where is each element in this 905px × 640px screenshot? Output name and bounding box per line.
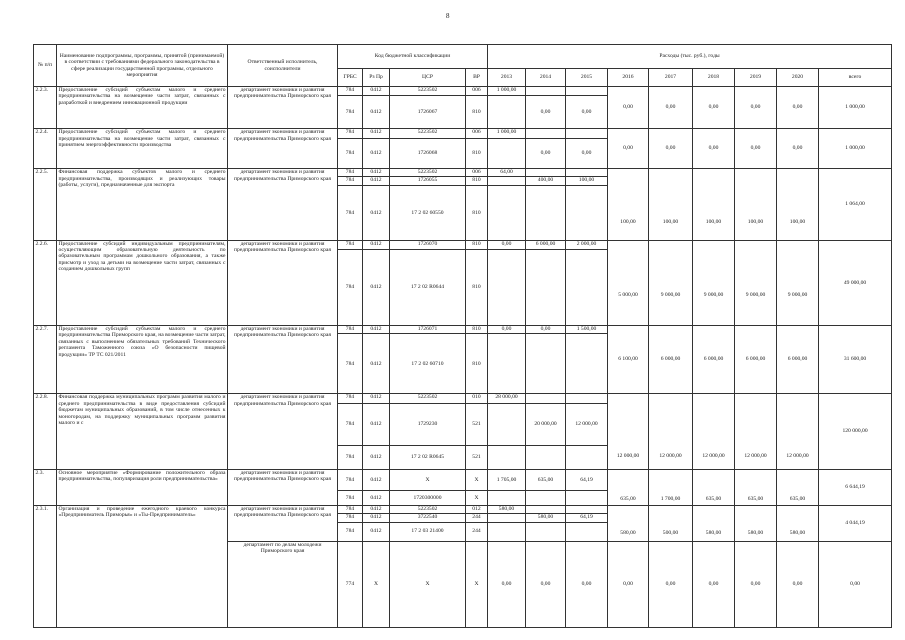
cell-csr: 17 2 02 60550	[390, 185, 466, 240]
cell-rzpr: 0412	[363, 491, 390, 506]
cell-2016: 635,00	[608, 470, 649, 506]
cell-csr: 1726070	[390, 240, 466, 249]
cell-grbs: 784	[338, 491, 363, 506]
cell-total: 1 064,00	[819, 169, 892, 241]
cell-csr: 1726068	[390, 138, 466, 169]
cell-2019: 100,00	[735, 169, 777, 241]
cell-vr: 244	[466, 522, 488, 541]
cell-total: 0,00	[819, 541, 892, 627]
cell-2018: 100,00	[693, 169, 735, 241]
cell-grbs: 784	[338, 334, 363, 394]
cell-2015	[566, 522, 608, 541]
header-2016: 2016	[608, 69, 649, 87]
cell-2013	[488, 491, 526, 506]
cell-2016: 0,00	[608, 129, 649, 169]
cell-2015: 64,19	[566, 470, 608, 491]
cell-rzpr: 0412	[363, 177, 390, 185]
cell-2019: 0,00	[735, 129, 777, 169]
cell-grbs: 784	[338, 129, 363, 138]
cell-vr: 012	[466, 505, 488, 513]
row-description: Основное мероприятие «Формирование положительного образа предпринимательства, популяризация роли предпринимательства»	[57, 470, 228, 506]
row-number: 2.2.3.	[34, 87, 57, 129]
table-row	[34, 87, 892, 96]
cell-grbs: 784	[338, 445, 363, 469]
cell-2014: 0,00	[526, 96, 566, 129]
cell-rzpr: 0412	[363, 445, 390, 469]
cell-grbs: 784	[338, 325, 363, 333]
cell-2013: 1 000,00	[488, 87, 526, 96]
cell-2018: 0,00	[693, 541, 735, 627]
row-description: Предоставление субсидий субъектам малого и среднего предпринимательства на возмещение части затрат, связанных с разработкой и внедрением инновационной продукции	[57, 87, 228, 129]
cell-2013	[488, 445, 526, 469]
cell-grbs: 784	[338, 138, 363, 169]
row-responsible: департамент экономики и развития предпринимательства Приморского края	[228, 505, 338, 541]
row-number: 2.2.7.	[34, 325, 57, 393]
cell-2015: 100,00	[566, 177, 608, 185]
cell-2020: 0,00	[777, 129, 819, 169]
cell-2017: 0,00	[649, 541, 693, 627]
cell-2017: 100,00	[649, 169, 693, 241]
table-row	[34, 394, 892, 403]
table-row	[34, 169, 892, 177]
cell-2015	[566, 185, 608, 240]
cell-csr: 17 2 03 21400	[390, 522, 466, 541]
cell-vr: 810	[466, 185, 488, 240]
cell-grbs: 774	[338, 541, 363, 627]
cell-2018: 12 000,00	[693, 394, 735, 470]
cell-2013: 0,00	[488, 541, 526, 627]
cell-rzpr: 0412	[363, 138, 390, 169]
cell-2013: 0,00	[488, 325, 526, 333]
page-number: 8	[446, 12, 450, 20]
cell-2015: 0,00	[566, 138, 608, 169]
cell-csr: X	[390, 541, 466, 627]
cell-grbs: 784	[338, 250, 363, 326]
cell-csr: 1726055	[390, 177, 466, 185]
cell-2019: 0,00	[735, 541, 777, 627]
row-number: 2.2.5.	[34, 169, 57, 241]
cell-rzpr: 0412	[363, 403, 390, 445]
header-2013: 2013	[488, 69, 526, 87]
cell-rzpr: 0412	[363, 185, 390, 240]
cell-grbs: 784	[338, 470, 363, 491]
row-description: Предоставление субсидий субъектам малого и среднего предпринимательства Приморского края, на возмещение части затрат, связанных с выполнением обязательных требований Технического регламента Таможенного союза «О безопасности пищевой продукции» ТР ТС 021/2011	[57, 325, 228, 393]
cell-2015	[566, 250, 608, 326]
row-responsible: департамент экономики и развития предпринимательства Приморского края	[228, 240, 338, 325]
cell-2013	[488, 250, 526, 326]
cell-2013	[488, 514, 526, 522]
cell-vr: X	[466, 491, 488, 506]
cell-2018: 580,00	[693, 505, 735, 541]
cell-csr: 5223502	[390, 169, 466, 177]
cell-2015: 0,00	[566, 96, 608, 129]
cell-2014	[526, 491, 566, 506]
cell-grbs: 784	[338, 185, 363, 240]
cell-rzpr: 0412	[363, 250, 390, 326]
cell-2020: 580,00	[777, 505, 819, 541]
row-responsible-secondary: департамент по делам молодежи Приморского края	[228, 541, 338, 627]
cell-vr: 006	[466, 87, 488, 96]
cell-2015	[566, 394, 608, 403]
cell-rzpr: 0412	[363, 522, 390, 541]
cell-2020: 12 000,00	[777, 394, 819, 470]
row-responsible: департамент экономики и развития предпринимательства Приморского края	[228, 470, 338, 506]
row-responsible: департамент экономики и развития предпринимательства Приморского края	[228, 87, 338, 129]
cell-csr: 17 2 02 R0645	[390, 445, 466, 469]
cell-vr: 810	[466, 334, 488, 394]
cell-vr: 810	[466, 250, 488, 326]
header-rzpr: Рз Пр	[363, 69, 390, 87]
row-description: Финансовая поддержка субъектов малого и среднего предпринимательства, производящих и реализующих товары (работы, услуги), предназначенные для экспорта	[57, 169, 228, 241]
cell-2014: 0,00	[526, 138, 566, 169]
cell-2013	[488, 403, 526, 445]
cell-2015	[566, 505, 608, 513]
row-responsible: департамент экономики и развития предпринимательства Приморского края	[228, 169, 338, 241]
cell-2017: 500,00	[649, 505, 693, 541]
cell-2016: 6 100,00	[608, 325, 649, 393]
cell-2014	[526, 169, 566, 177]
header-expenses: Расходы (тыс. руб.), годы	[488, 45, 892, 69]
cell-2016: 580,00	[608, 505, 649, 541]
cell-2018: 0,00	[693, 87, 735, 129]
cell-2014	[526, 445, 566, 469]
table-row	[34, 240, 892, 249]
row-description: Финансовая поддержка муниципальных программ развития малого и среднего предпринимательства в виде предоставления субсидий бюджетам муниципальных образований, в том числе отнесенных к моногородам, на поддержку муниципальных программ развития малого и с	[57, 394, 228, 470]
cell-2015: 64,19	[566, 514, 608, 522]
cell-rzpr: 0412	[363, 470, 390, 491]
cell-grbs: 784	[338, 505, 363, 513]
cell-csr: X	[390, 470, 466, 491]
cell-2016: 0,00	[608, 87, 649, 129]
cell-csr: 5223502	[390, 394, 466, 403]
cell-2020: 6 000,00	[777, 325, 819, 393]
cell-csr: 17 2 02 R0644	[390, 250, 466, 326]
header-vr: ВР	[466, 69, 488, 87]
cell-vr: 810	[466, 138, 488, 169]
cell-csr: 5223502	[390, 87, 466, 96]
cell-2016: 100,00	[608, 169, 649, 241]
cell-2016: 0,00	[608, 541, 649, 627]
cell-2015	[566, 445, 608, 469]
cell-csr: 1726067	[390, 96, 466, 129]
header-responsible: Ответственный исполнитель, соисполнители	[228, 45, 338, 87]
header-2018: 2018	[693, 69, 735, 87]
cell-vr: 521	[466, 403, 488, 445]
cell-grbs: 784	[338, 96, 363, 129]
cell-rzpr: X	[363, 541, 390, 627]
cell-rzpr: 0412	[363, 129, 390, 138]
cell-csr: 17 2 02 60710	[390, 334, 466, 394]
cell-rzpr: 0412	[363, 334, 390, 394]
header-budget-code: Код бюджетной классификации	[338, 45, 488, 69]
row-description: Предоставление субсидий субъектам малого и среднего предпринимательства на возмещение части затрат, связанных с принятием энергоэффективности производства	[57, 129, 228, 169]
cell-2014	[526, 185, 566, 240]
cell-2015: 1 500,00	[566, 325, 608, 333]
cell-2020: 100,00	[777, 169, 819, 241]
cell-2015	[566, 87, 608, 96]
row-responsible: департамент экономики и развития предпринимательства Приморского края	[228, 394, 338, 470]
cell-2017: 9 000,00	[649, 240, 693, 325]
cell-2017: 12 000,00	[649, 394, 693, 470]
cell-rzpr: 0412	[363, 394, 390, 403]
cell-total: 120 000,00	[819, 394, 892, 470]
cell-2019: 6 000,00	[735, 325, 777, 393]
cell-2014: 0,00	[526, 325, 566, 333]
cell-total: 31 600,00	[819, 325, 892, 393]
cell-2013: 0,00	[488, 240, 526, 249]
row-responsible: департамент экономики и развития предпринимательства Приморского края	[228, 129, 338, 169]
cell-csr: 3722540	[390, 514, 466, 522]
cell-2019: 0,00	[735, 87, 777, 129]
cell-2018: 0,00	[693, 129, 735, 169]
cell-grbs: 784	[338, 403, 363, 445]
table-row	[34, 505, 892, 513]
row-number: 2.2.6.	[34, 240, 57, 325]
cell-csr: 5223502	[390, 129, 466, 138]
cell-2018: 635,00	[693, 470, 735, 506]
cell-2015	[566, 334, 608, 394]
cell-rzpr: 0412	[363, 240, 390, 249]
cell-2014: 0,00	[526, 541, 566, 627]
header-2019: 2019	[735, 69, 777, 87]
cell-2016: 12 000,00	[608, 394, 649, 470]
cell-total: 6 644,19	[819, 470, 892, 506]
cell-rzpr: 0412	[363, 514, 390, 522]
cell-2014: 20 000,00	[526, 403, 566, 445]
table-row	[34, 325, 892, 333]
cell-csr: 5223502	[390, 505, 466, 513]
cell-grbs: 784	[338, 87, 363, 96]
cell-csr: 1720300000	[390, 491, 466, 506]
cell-2020: 9 000,00	[777, 240, 819, 325]
cell-2013	[488, 185, 526, 240]
cell-2015: 2 000,00	[566, 240, 608, 249]
cell-2013: 580,00	[488, 505, 526, 513]
cell-csr: 1729230	[390, 403, 466, 445]
header-name: Наименование подпрограммы, программы, принятой (принимаемой) в соответствии с требованиями федерального законодательства в сфере реализации государственной программы, отдельного мероприятия	[57, 45, 228, 87]
cell-2014	[526, 522, 566, 541]
cell-2014: 580,00	[526, 514, 566, 522]
budget-table	[33, 44, 892, 628]
cell-grbs: 784	[338, 394, 363, 403]
cell-grbs: 784	[338, 169, 363, 177]
cell-2014	[526, 394, 566, 403]
cell-2014	[526, 334, 566, 394]
cell-2018: 6 000,00	[693, 325, 735, 393]
cell-2014	[526, 87, 566, 96]
cell-vr: 006	[466, 169, 488, 177]
cell-2013: 1 000,00	[488, 129, 526, 138]
row-description: Организация и проведение ежегодного краевого конкурса «Предприниматель Приморья» и «Ты-Предприниматель»	[57, 505, 228, 627]
header-num: № п/п	[34, 45, 57, 87]
cell-vr: X	[466, 470, 488, 491]
cell-grbs: 784	[338, 522, 363, 541]
cell-2014	[526, 505, 566, 513]
row-description: Предоставление субсидий индивидуальным предпринимателям, осуществляющим образовательную деятельность по образовательным программам дошкольного образования, а также присмотр и уход за детьми на возмещение части затрат, связанных с созданием дошкольных групп	[57, 240, 228, 325]
cell-2015: 12 000,00	[566, 403, 608, 445]
cell-2015	[566, 129, 608, 138]
cell-vr: 521	[466, 445, 488, 469]
cell-2020: 635,00	[777, 470, 819, 506]
cell-2014	[526, 129, 566, 138]
cell-total: 4 044,19	[819, 505, 892, 541]
cell-2016: 5 000,00	[608, 240, 649, 325]
cell-2013	[488, 177, 526, 185]
header-2014: 2014	[526, 69, 566, 87]
cell-rzpr: 0412	[363, 87, 390, 96]
cell-2019: 635,00	[735, 470, 777, 506]
cell-2013	[488, 96, 526, 129]
row-number: 2.2.8.	[34, 394, 57, 470]
cell-vr: 810	[466, 96, 488, 129]
cell-rzpr: 0412	[363, 96, 390, 129]
cell-2017: 0,00	[649, 129, 693, 169]
cell-2014: 635,00	[526, 470, 566, 491]
cell-vr: 810	[466, 240, 488, 249]
cell-2013: 1 705,00	[488, 470, 526, 491]
cell-2014	[526, 250, 566, 326]
row-responsible: департамент экономики и развития предпринимательства Приморского края	[228, 325, 338, 393]
cell-2014: 6 000,00	[526, 240, 566, 249]
cell-rzpr: 0412	[363, 325, 390, 333]
cell-2019: 580,00	[735, 505, 777, 541]
cell-2017: 0,00	[649, 87, 693, 129]
cell-vr: 244	[466, 514, 488, 522]
cell-2017: 6 000,00	[649, 325, 693, 393]
cell-rzpr: 0412	[363, 169, 390, 177]
cell-2013: 64,00	[488, 169, 526, 177]
row-number: 2.3.	[34, 470, 57, 506]
cell-grbs: 784	[338, 514, 363, 522]
cell-2015	[566, 491, 608, 506]
cell-2015: 0,00	[566, 541, 608, 627]
cell-2013	[488, 138, 526, 169]
cell-2013: 28 000,00	[488, 394, 526, 403]
cell-vr: 006	[466, 129, 488, 138]
cell-2014: 400,00	[526, 177, 566, 185]
cell-grbs: 784	[338, 240, 363, 249]
header-2017: 2017	[649, 69, 693, 87]
cell-2019: 12 000,00	[735, 394, 777, 470]
header-csr: ЦСР	[390, 69, 466, 87]
table-row	[34, 129, 892, 138]
cell-total: 49 000,00	[819, 240, 892, 325]
cell-2020: 0,00	[777, 87, 819, 129]
cell-total: 1 000,00	[819, 87, 892, 129]
cell-rzpr: 0412	[363, 505, 390, 513]
header-total: всего	[819, 69, 892, 87]
row-number: 2.3.1.	[34, 505, 57, 627]
cell-2015	[566, 169, 608, 177]
cell-total: 1 000,00	[819, 129, 892, 169]
cell-vr: X	[466, 541, 488, 627]
cell-2013	[488, 334, 526, 394]
cell-2017: 1 700,00	[649, 470, 693, 506]
cell-csr: 1726071	[390, 325, 466, 333]
cell-2018: 9 000,00	[693, 240, 735, 325]
header-grbs: ГРБС	[338, 69, 363, 87]
cell-vr: 810	[466, 325, 488, 333]
row-number: 2.2.4.	[34, 129, 57, 169]
cell-2019: 9 000,00	[735, 240, 777, 325]
header-2020: 2020	[777, 69, 819, 87]
cell-2013	[488, 522, 526, 541]
cell-2020: 0,00	[777, 541, 819, 627]
cell-grbs: 784	[338, 177, 363, 185]
cell-vr: 810	[466, 177, 488, 185]
cell-vr: 010	[466, 394, 488, 403]
header-2015: 2015	[566, 69, 608, 87]
table-row	[34, 470, 892, 491]
